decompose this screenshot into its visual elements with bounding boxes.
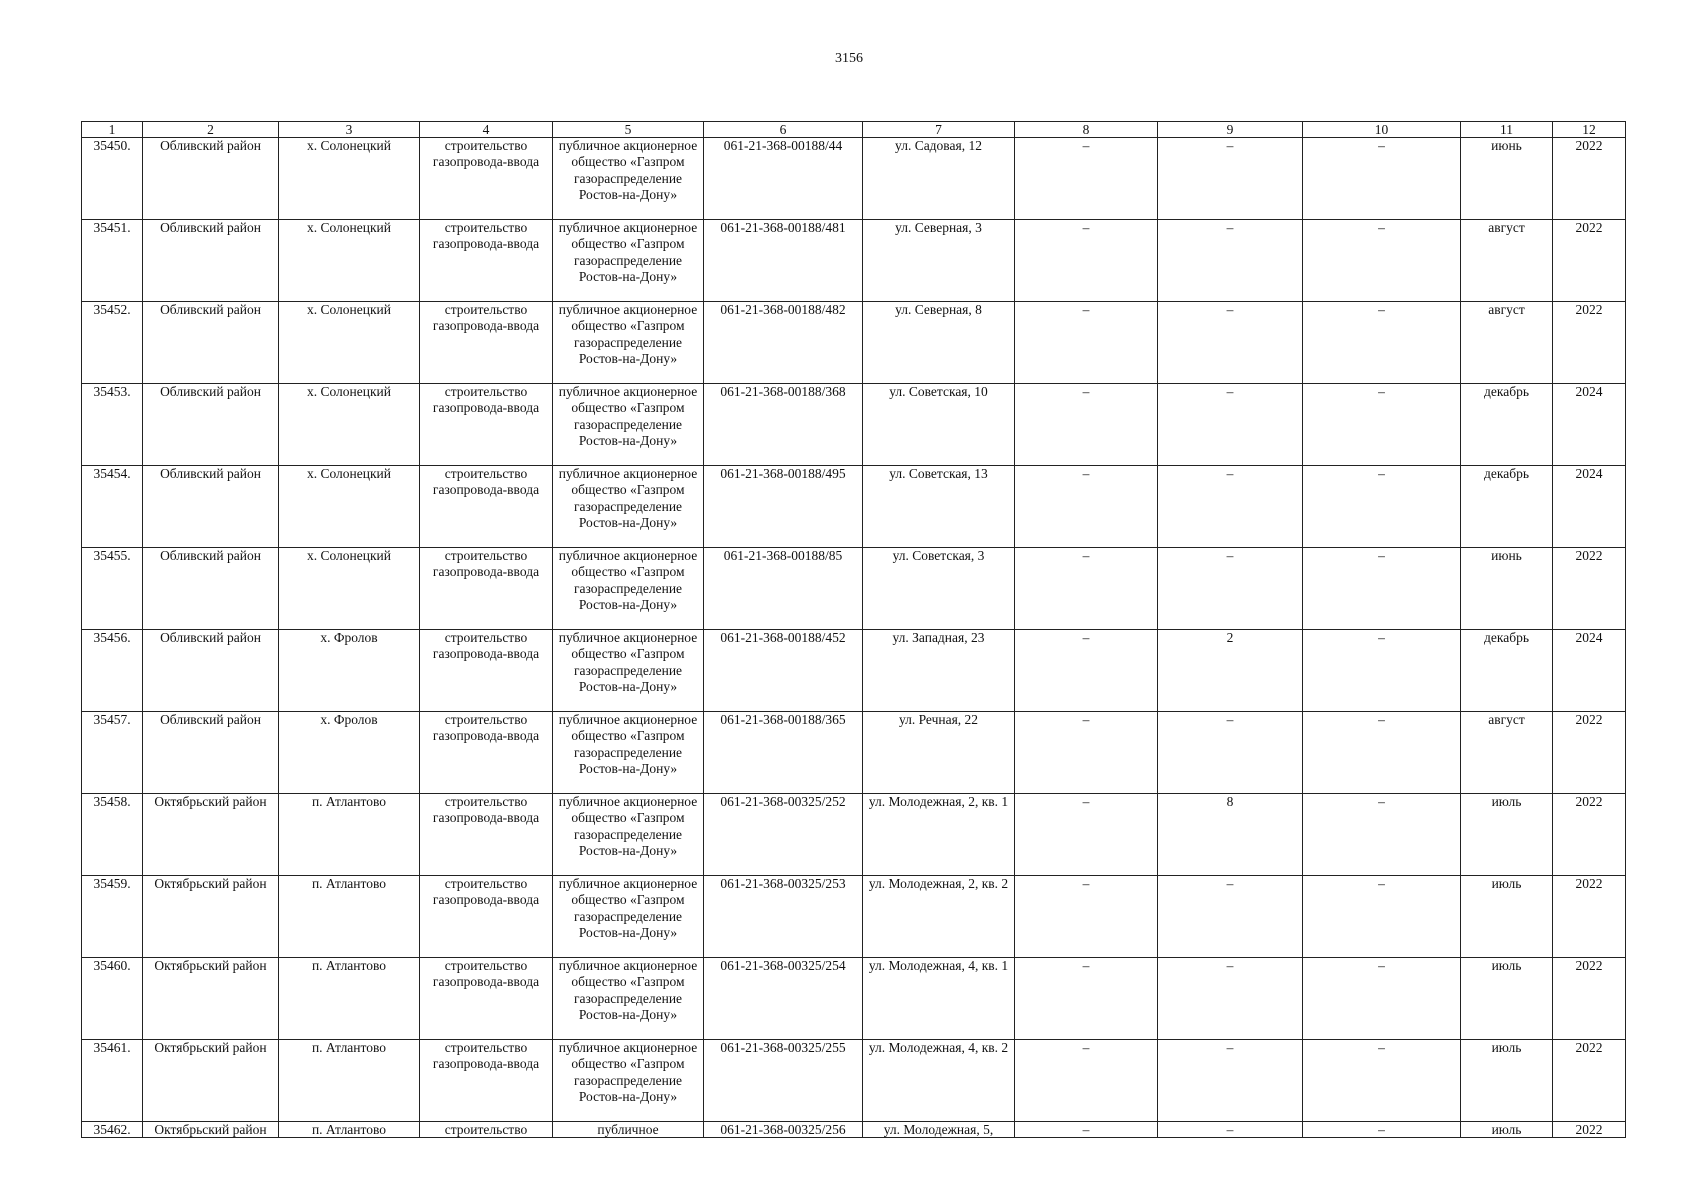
col-work-type-cell: строительство газопровода-ввода: [420, 548, 553, 630]
col-col8-cell: –: [1015, 958, 1158, 1040]
col-number-cell: 35458.: [82, 794, 143, 876]
col-work-type-cell: строительство газопровода-ввода: [420, 794, 553, 876]
col-month-cell: июль: [1461, 1122, 1553, 1138]
col-month-cell: июль: [1461, 1040, 1553, 1122]
col-col10-cell: –: [1303, 384, 1461, 466]
col-settlement-cell: п. Атлантово: [279, 1122, 420, 1138]
col-number-cell: 35450.: [82, 138, 143, 220]
col-col9-cell: –: [1158, 302, 1303, 384]
col-col9-cell: –: [1158, 384, 1303, 466]
header-col-month: 11: [1461, 122, 1553, 138]
col-permit-number-cell: 061-21-368-00325/255: [704, 1040, 863, 1122]
col-organization-cell: публичное акционерное общество «Газпром газораспределение Ростов-на-Дону»: [553, 302, 704, 384]
col-district-cell: Октябрьский район: [143, 794, 279, 876]
col-col8-cell: –: [1015, 384, 1158, 466]
header-col-number: 1: [82, 122, 143, 138]
col-month-cell: июль: [1461, 794, 1553, 876]
col-address-cell: ул. Молодежная, 2, кв. 2: [863, 876, 1015, 958]
col-year-cell: 2022: [1553, 1040, 1626, 1122]
col-col10-cell: –: [1303, 138, 1461, 220]
col-address-cell: ул. Молодежная, 4, кв. 1: [863, 958, 1015, 1040]
header-col-organization: 5: [553, 122, 704, 138]
col-address-cell: ул. Советская, 13: [863, 466, 1015, 548]
col-month-cell: август: [1461, 220, 1553, 302]
col-address-cell: ул. Молодежная, 5,: [863, 1122, 1015, 1138]
col-number-cell: 35461.: [82, 1040, 143, 1122]
col-district-cell: Октябрьский район: [143, 1122, 279, 1138]
col-permit-number-cell: 061-21-368-00325/256: [704, 1122, 863, 1138]
table-row: [82, 466, 1626, 548]
col-year-cell: 2022: [1553, 548, 1626, 630]
col-col8-cell: –: [1015, 712, 1158, 794]
col-address-cell: ул. Речная, 22: [863, 712, 1015, 794]
col-year-cell: 2022: [1553, 712, 1626, 794]
col-col10-cell: –: [1303, 630, 1461, 712]
col-number-cell: 35456.: [82, 630, 143, 712]
col-col9-cell: –: [1158, 712, 1303, 794]
col-year-cell: 2024: [1553, 466, 1626, 548]
col-permit-number-cell: 061-21-368-00188/44: [704, 138, 863, 220]
header-col-year: 12: [1553, 122, 1626, 138]
table-row: [82, 384, 1626, 466]
col-number-cell: 35457.: [82, 712, 143, 794]
col-col10-cell: –: [1303, 466, 1461, 548]
col-number-cell: 35453.: [82, 384, 143, 466]
header-col-settlement: 3: [279, 122, 420, 138]
col-col10-cell: –: [1303, 794, 1461, 876]
table-row: [82, 630, 1626, 712]
table-row: [82, 302, 1626, 384]
table-row: [82, 712, 1626, 794]
col-organization-cell: публичное акционерное общество «Газпром газораспределение Ростов-на-Дону»: [553, 1040, 704, 1122]
col-month-cell: декабрь: [1461, 466, 1553, 548]
col-col8-cell: –: [1015, 220, 1158, 302]
col-work-type-cell: строительство газопровода-ввода: [420, 384, 553, 466]
col-settlement-cell: п. Атлантово: [279, 958, 420, 1040]
col-address-cell: ул. Советская, 10: [863, 384, 1015, 466]
col-month-cell: июнь: [1461, 138, 1553, 220]
table-row: [82, 958, 1626, 1040]
col-number-cell: 35455.: [82, 548, 143, 630]
col-settlement-cell: х. Солонецкий: [279, 466, 420, 548]
col-col8-cell: –: [1015, 794, 1158, 876]
header-col-work-type: 4: [420, 122, 553, 138]
col-number-cell: 35451.: [82, 220, 143, 302]
col-work-type-cell: строительство газопровода-ввода: [420, 630, 553, 712]
col-month-cell: август: [1461, 302, 1553, 384]
header-col-district: 2: [143, 122, 279, 138]
col-settlement-cell: х. Солонецкий: [279, 220, 420, 302]
col-work-type-cell: строительство газопровода-ввода: [420, 220, 553, 302]
col-col9-cell: –: [1158, 138, 1303, 220]
col-district-cell: Обливский район: [143, 302, 279, 384]
col-settlement-cell: х. Солонецкий: [279, 138, 420, 220]
col-month-cell: декабрь: [1461, 630, 1553, 712]
col-col9-cell: –: [1158, 220, 1303, 302]
col-organization-cell: публичное акционерное общество «Газпром газораспределение Ростов-на-Дону»: [553, 220, 704, 302]
col-address-cell: ул. Молодежная, 2, кв. 1: [863, 794, 1015, 876]
col-col10-cell: –: [1303, 548, 1461, 630]
header-col-col9: 9: [1158, 122, 1303, 138]
col-col8-cell: –: [1015, 1122, 1158, 1138]
col-organization-cell: публичное акционерное общество «Газпром газораспределение Ростов-на-Дону»: [553, 384, 704, 466]
col-work-type-cell: строительство газопровода-ввода: [420, 466, 553, 548]
table-row: [82, 1122, 1626, 1138]
col-month-cell: июль: [1461, 876, 1553, 958]
col-col10-cell: –: [1303, 302, 1461, 384]
col-district-cell: Обливский район: [143, 630, 279, 712]
col-permit-number-cell: 061-21-368-00188/368: [704, 384, 863, 466]
col-permit-number-cell: 061-21-368-00325/254: [704, 958, 863, 1040]
col-settlement-cell: п. Атлантово: [279, 876, 420, 958]
col-permit-number-cell: 061-21-368-00188/482: [704, 302, 863, 384]
col-district-cell: Обливский район: [143, 384, 279, 466]
col-col8-cell: –: [1015, 138, 1158, 220]
col-number-cell: 35460.: [82, 958, 143, 1040]
col-month-cell: август: [1461, 712, 1553, 794]
col-col8-cell: –: [1015, 876, 1158, 958]
col-organization-cell: публичное акционерное общество «Газпром газораспределение Ростов-на-Дону»: [553, 466, 704, 548]
table-row: [82, 548, 1626, 630]
col-year-cell: 2024: [1553, 384, 1626, 466]
col-permit-number-cell: 061-21-368-00325/252: [704, 794, 863, 876]
col-settlement-cell: х. Фролов: [279, 630, 420, 712]
col-work-type-cell: строительство газопровода-ввода: [420, 138, 553, 220]
col-col8-cell: –: [1015, 630, 1158, 712]
col-organization-cell: публичное акционерное общество «Газпром газораспределение Ростов-на-Дону»: [553, 548, 704, 630]
col-district-cell: Октябрьский район: [143, 1040, 279, 1122]
header-col-col8: 8: [1015, 122, 1158, 138]
col-work-type-cell: строительство газопровода-ввода: [420, 1040, 553, 1122]
col-address-cell: ул. Советская, 3: [863, 548, 1015, 630]
col-year-cell: 2022: [1553, 1122, 1626, 1138]
col-district-cell: Обливский район: [143, 220, 279, 302]
col-year-cell: 2022: [1553, 302, 1626, 384]
col-district-cell: Октябрьский район: [143, 876, 279, 958]
col-col10-cell: –: [1303, 220, 1461, 302]
col-district-cell: Обливский район: [143, 712, 279, 794]
table-header: [82, 122, 1626, 138]
col-permit-number-cell: 061-21-368-00325/253: [704, 876, 863, 958]
registry-table: [81, 121, 1626, 1138]
col-col9-cell: –: [1158, 548, 1303, 630]
table-body: [82, 138, 1626, 1138]
table-row: [82, 138, 1626, 220]
col-settlement-cell: х. Солонецкий: [279, 384, 420, 466]
col-permit-number-cell: 061-21-368-00188/495: [704, 466, 863, 548]
table-row: [82, 220, 1626, 302]
table-row: [82, 794, 1626, 876]
col-work-type-cell: строительство: [420, 1122, 553, 1138]
col-settlement-cell: х. Фролов: [279, 712, 420, 794]
col-col9-cell: –: [1158, 1040, 1303, 1122]
col-col9-cell: –: [1158, 876, 1303, 958]
col-settlement-cell: п. Атлантово: [279, 794, 420, 876]
table-row: [82, 876, 1626, 958]
col-col10-cell: –: [1303, 876, 1461, 958]
header-row: [82, 122, 1626, 138]
col-work-type-cell: строительство газопровода-ввода: [420, 712, 553, 794]
col-col10-cell: –: [1303, 958, 1461, 1040]
col-settlement-cell: х. Солонецкий: [279, 302, 420, 384]
col-address-cell: ул. Северная, 3: [863, 220, 1015, 302]
col-permit-number-cell: 061-21-368-00188/365: [704, 712, 863, 794]
col-work-type-cell: строительство газопровода-ввода: [420, 958, 553, 1040]
col-number-cell: 35452.: [82, 302, 143, 384]
col-settlement-cell: х. Солонецкий: [279, 548, 420, 630]
col-col9-cell: 8: [1158, 794, 1303, 876]
col-col9-cell: 2: [1158, 630, 1303, 712]
col-month-cell: июль: [1461, 958, 1553, 1040]
col-organization-cell: публичное: [553, 1122, 704, 1138]
col-organization-cell: публичное акционерное общество «Газпром газораспределение Ростов-на-Дону»: [553, 138, 704, 220]
col-organization-cell: публичное акционерное общество «Газпром газораспределение Ростов-на-Дону»: [553, 794, 704, 876]
table-row: [82, 1040, 1626, 1122]
col-district-cell: Обливский район: [143, 466, 279, 548]
col-year-cell: 2022: [1553, 876, 1626, 958]
col-year-cell: 2022: [1553, 138, 1626, 220]
col-work-type-cell: строительство газопровода-ввода: [420, 876, 553, 958]
col-year-cell: 2024: [1553, 630, 1626, 712]
col-address-cell: ул. Молодежная, 4, кв. 2: [863, 1040, 1015, 1122]
col-permit-number-cell: 061-21-368-00188/481: [704, 220, 863, 302]
col-col8-cell: –: [1015, 466, 1158, 548]
col-month-cell: июнь: [1461, 548, 1553, 630]
col-organization-cell: публичное акционерное общество «Газпром газораспределение Ростов-на-Дону»: [553, 876, 704, 958]
col-settlement-cell: п. Атлантово: [279, 1040, 420, 1122]
col-col9-cell: –: [1158, 1122, 1303, 1138]
col-year-cell: 2022: [1553, 794, 1626, 876]
col-district-cell: Обливский район: [143, 548, 279, 630]
col-organization-cell: публичное акционерное общество «Газпром газораспределение Ростов-на-Дону»: [553, 712, 704, 794]
col-number-cell: 35462.: [82, 1122, 143, 1138]
col-col10-cell: –: [1303, 1122, 1461, 1138]
col-number-cell: 35454.: [82, 466, 143, 548]
col-permit-number-cell: 061-21-368-00188/85: [704, 548, 863, 630]
col-district-cell: Обливский район: [143, 138, 279, 220]
col-col10-cell: –: [1303, 1040, 1461, 1122]
header-col-permit-number: 6: [704, 122, 863, 138]
col-work-type-cell: строительство газопровода-ввода: [420, 302, 553, 384]
header-col-address: 7: [863, 122, 1015, 138]
col-organization-cell: публичное акционерное общество «Газпром газораспределение Ростов-на-Дону»: [553, 630, 704, 712]
col-address-cell: ул. Садовая, 12: [863, 138, 1015, 220]
header-col-col10: 10: [1303, 122, 1461, 138]
col-year-cell: 2022: [1553, 220, 1626, 302]
col-month-cell: декабрь: [1461, 384, 1553, 466]
col-address-cell: ул. Северная, 8: [863, 302, 1015, 384]
col-permit-number-cell: 061-21-368-00188/452: [704, 630, 863, 712]
col-col8-cell: –: [1015, 548, 1158, 630]
col-col9-cell: –: [1158, 466, 1303, 548]
col-col10-cell: –: [1303, 712, 1461, 794]
col-organization-cell: публичное акционерное общество «Газпром газораспределение Ростов-на-Дону»: [553, 958, 704, 1040]
col-year-cell: 2022: [1553, 958, 1626, 1040]
col-number-cell: 35459.: [82, 876, 143, 958]
col-col8-cell: –: [1015, 302, 1158, 384]
col-address-cell: ул. Западная, 23: [863, 630, 1015, 712]
page-number: 3156: [835, 51, 863, 66]
col-col9-cell: –: [1158, 958, 1303, 1040]
col-district-cell: Октябрьский район: [143, 958, 279, 1040]
col-col8-cell: –: [1015, 1040, 1158, 1122]
